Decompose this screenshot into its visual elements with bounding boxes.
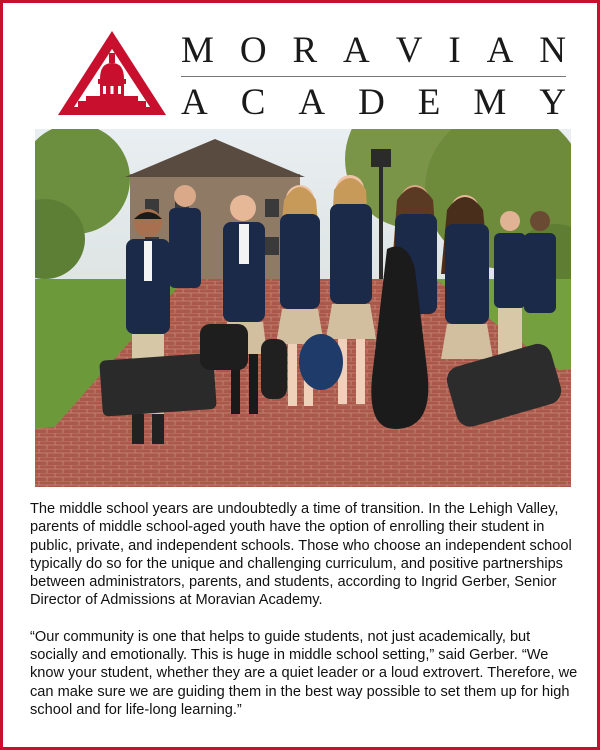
- wordmark-academy: [181, 83, 566, 123]
- moravian-academy-logo: [48, 25, 568, 123]
- article-body: [30, 500, 578, 737]
- wordmark-letter: N: [539, 30, 566, 71]
- wordmark-moravian: [181, 31, 566, 71]
- wordmark-letter: M: [473, 82, 507, 123]
- students-photo-illustration: [35, 129, 571, 487]
- article-paragraph-1: The middle school years are undoubtedly a time of transition. In the Lehigh Valley, parents of middle school-aged youth have the option of enrolling their student in public, private, and independent schools. Those who choose an independent school typically do so for the unique and challenging curriculum, and positive partnerships between administrators, parents, and students, according to Ingrid Gerber, Senior Director of Admissions at Moravian Academy.: [30, 501, 572, 609]
- wordmark-letter: A: [486, 30, 514, 71]
- wordmark-letter: A: [298, 82, 326, 123]
- bell-tower-emblem-icon: [56, 29, 168, 117]
- wordmark-letter: O: [239, 30, 267, 71]
- wordmark-letter: I: [448, 30, 461, 71]
- hero-photo: [35, 129, 571, 487]
- wordmark-letter: A: [181, 82, 208, 123]
- wordmark-letter: C: [240, 82, 266, 123]
- wordmark-letter: M: [181, 30, 214, 71]
- wordmark-letter: D: [358, 82, 385, 123]
- wordmark-letter: R: [292, 30, 318, 71]
- article-paragraph-2: “Our community is one that helps to guide students, not just academically, but socially and emotionally. This is huge in middle school setting,” said Gerber. “We know your student, whether they are a quiet leader or a loud extrovert. Therefore, we can make sure we are guiding them in the best way possible to set them up for high school and for life-long learning.”: [30, 628, 578, 718]
- wordmark-letter: V: [395, 30, 423, 71]
- wordmark-letter: A: [343, 30, 370, 71]
- wordmark-divider: [181, 76, 566, 77]
- wordmark-letter: E: [417, 82, 441, 123]
- wordmark: [181, 31, 566, 123]
- wordmark-letter: Y: [539, 82, 566, 123]
